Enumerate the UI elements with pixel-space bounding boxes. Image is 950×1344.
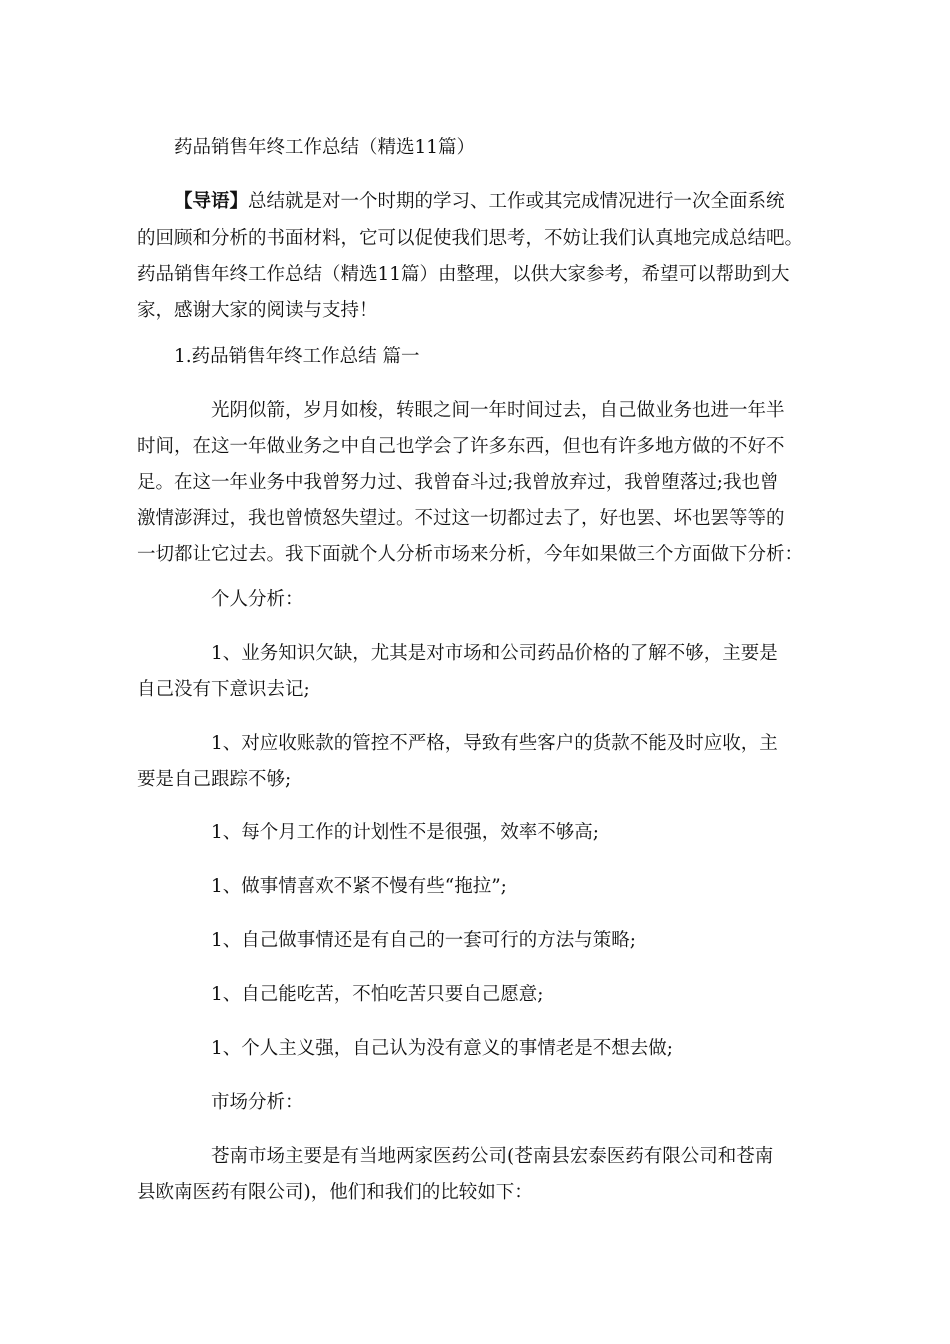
list-item-2-line-2: 要是自己跟踪不够; [137, 769, 292, 790]
intro-line-4: 家，感谢大家的阅读与支持！ [137, 300, 378, 321]
market-para-line-1: 苍南市场主要是有当地两家医药公司(苍南县宏泰医药有限公司和苍南 [211, 1146, 774, 1167]
para1-line-2: 时间，在这一年做业务之中自己也学会了许多东西，但也有许多地方做的不好不 [137, 436, 785, 457]
market-para-line-2: 县欧南医药有限公司)，他们和我们的比较如下： [137, 1182, 533, 1203]
intro-label: 【导语】 [174, 191, 249, 212]
document-title: 药品销售年终工作总结（精选11篇） [174, 137, 476, 158]
intro-line-1-text: 总结就是对一个时期的学习、工作或其完成情况进行一次全面系统 [248, 191, 785, 212]
list-item-1-line-1: 1、业务知识欠缺，尤其是对市场和公司药品价格的了解不够，主要是 [211, 643, 778, 664]
list-item-1-line-2: 自己没有下意识去记; [137, 679, 310, 700]
list-item-7: 1、个人主义强，自己认为没有意义的事情老是不想去做; [211, 1038, 674, 1059]
para1-line-5: 一切都让它过去。我下面就个人分析市场来分析，今年如果做三个方面做下分析： [137, 544, 804, 565]
list-item-5: 1、自己做事情还是有自己的一套可行的方法与策略; [211, 930, 637, 951]
market-analysis-heading: 市场分析： [211, 1092, 304, 1113]
intro-line-2: 的回顾和分析的书面材料，它可以促使我们思考，不妨让我们认真地完成总结吧。 [137, 228, 804, 249]
list-item-4: 1、做事情喜欢不紧不慢有些“拖拉”; [211, 876, 507, 897]
para1-line-4: 激情澎湃过，我也曾愤怒失望过。不过这一切都过去了，好也罢、坏也罢等等的 [137, 508, 785, 529]
para1-line-1: 光阴似箭，岁月如梭，转眼之间一年时间过去，自己做业务也进一年半 [211, 400, 785, 421]
list-item-3: 1、每个月工作的计划性不是很强，效率不够高; [211, 822, 600, 843]
personal-analysis-heading: 个人分析： [211, 589, 304, 610]
section-heading: 1.药品销售年终工作总结 篇一 [174, 346, 420, 367]
para1-line-3: 足。在这一年业务中我曾努力过、我曾奋斗过;我曾放弃过，我曾堕落过;我也曾 [137, 472, 779, 493]
intro-line-3: 药品销售年终工作总结（精选11篇）由整理，以供大家参考，希望可以帮助到大 [137, 264, 790, 285]
list-item-6: 1、自己能吃苦，不怕吃苦只要自己愿意; [211, 984, 544, 1005]
list-item-2-line-1: 1、对应收账款的管控不严格，导致有些客户的货款不能及时应收，主 [211, 733, 778, 754]
intro-line-1 [174, 188, 785, 216]
